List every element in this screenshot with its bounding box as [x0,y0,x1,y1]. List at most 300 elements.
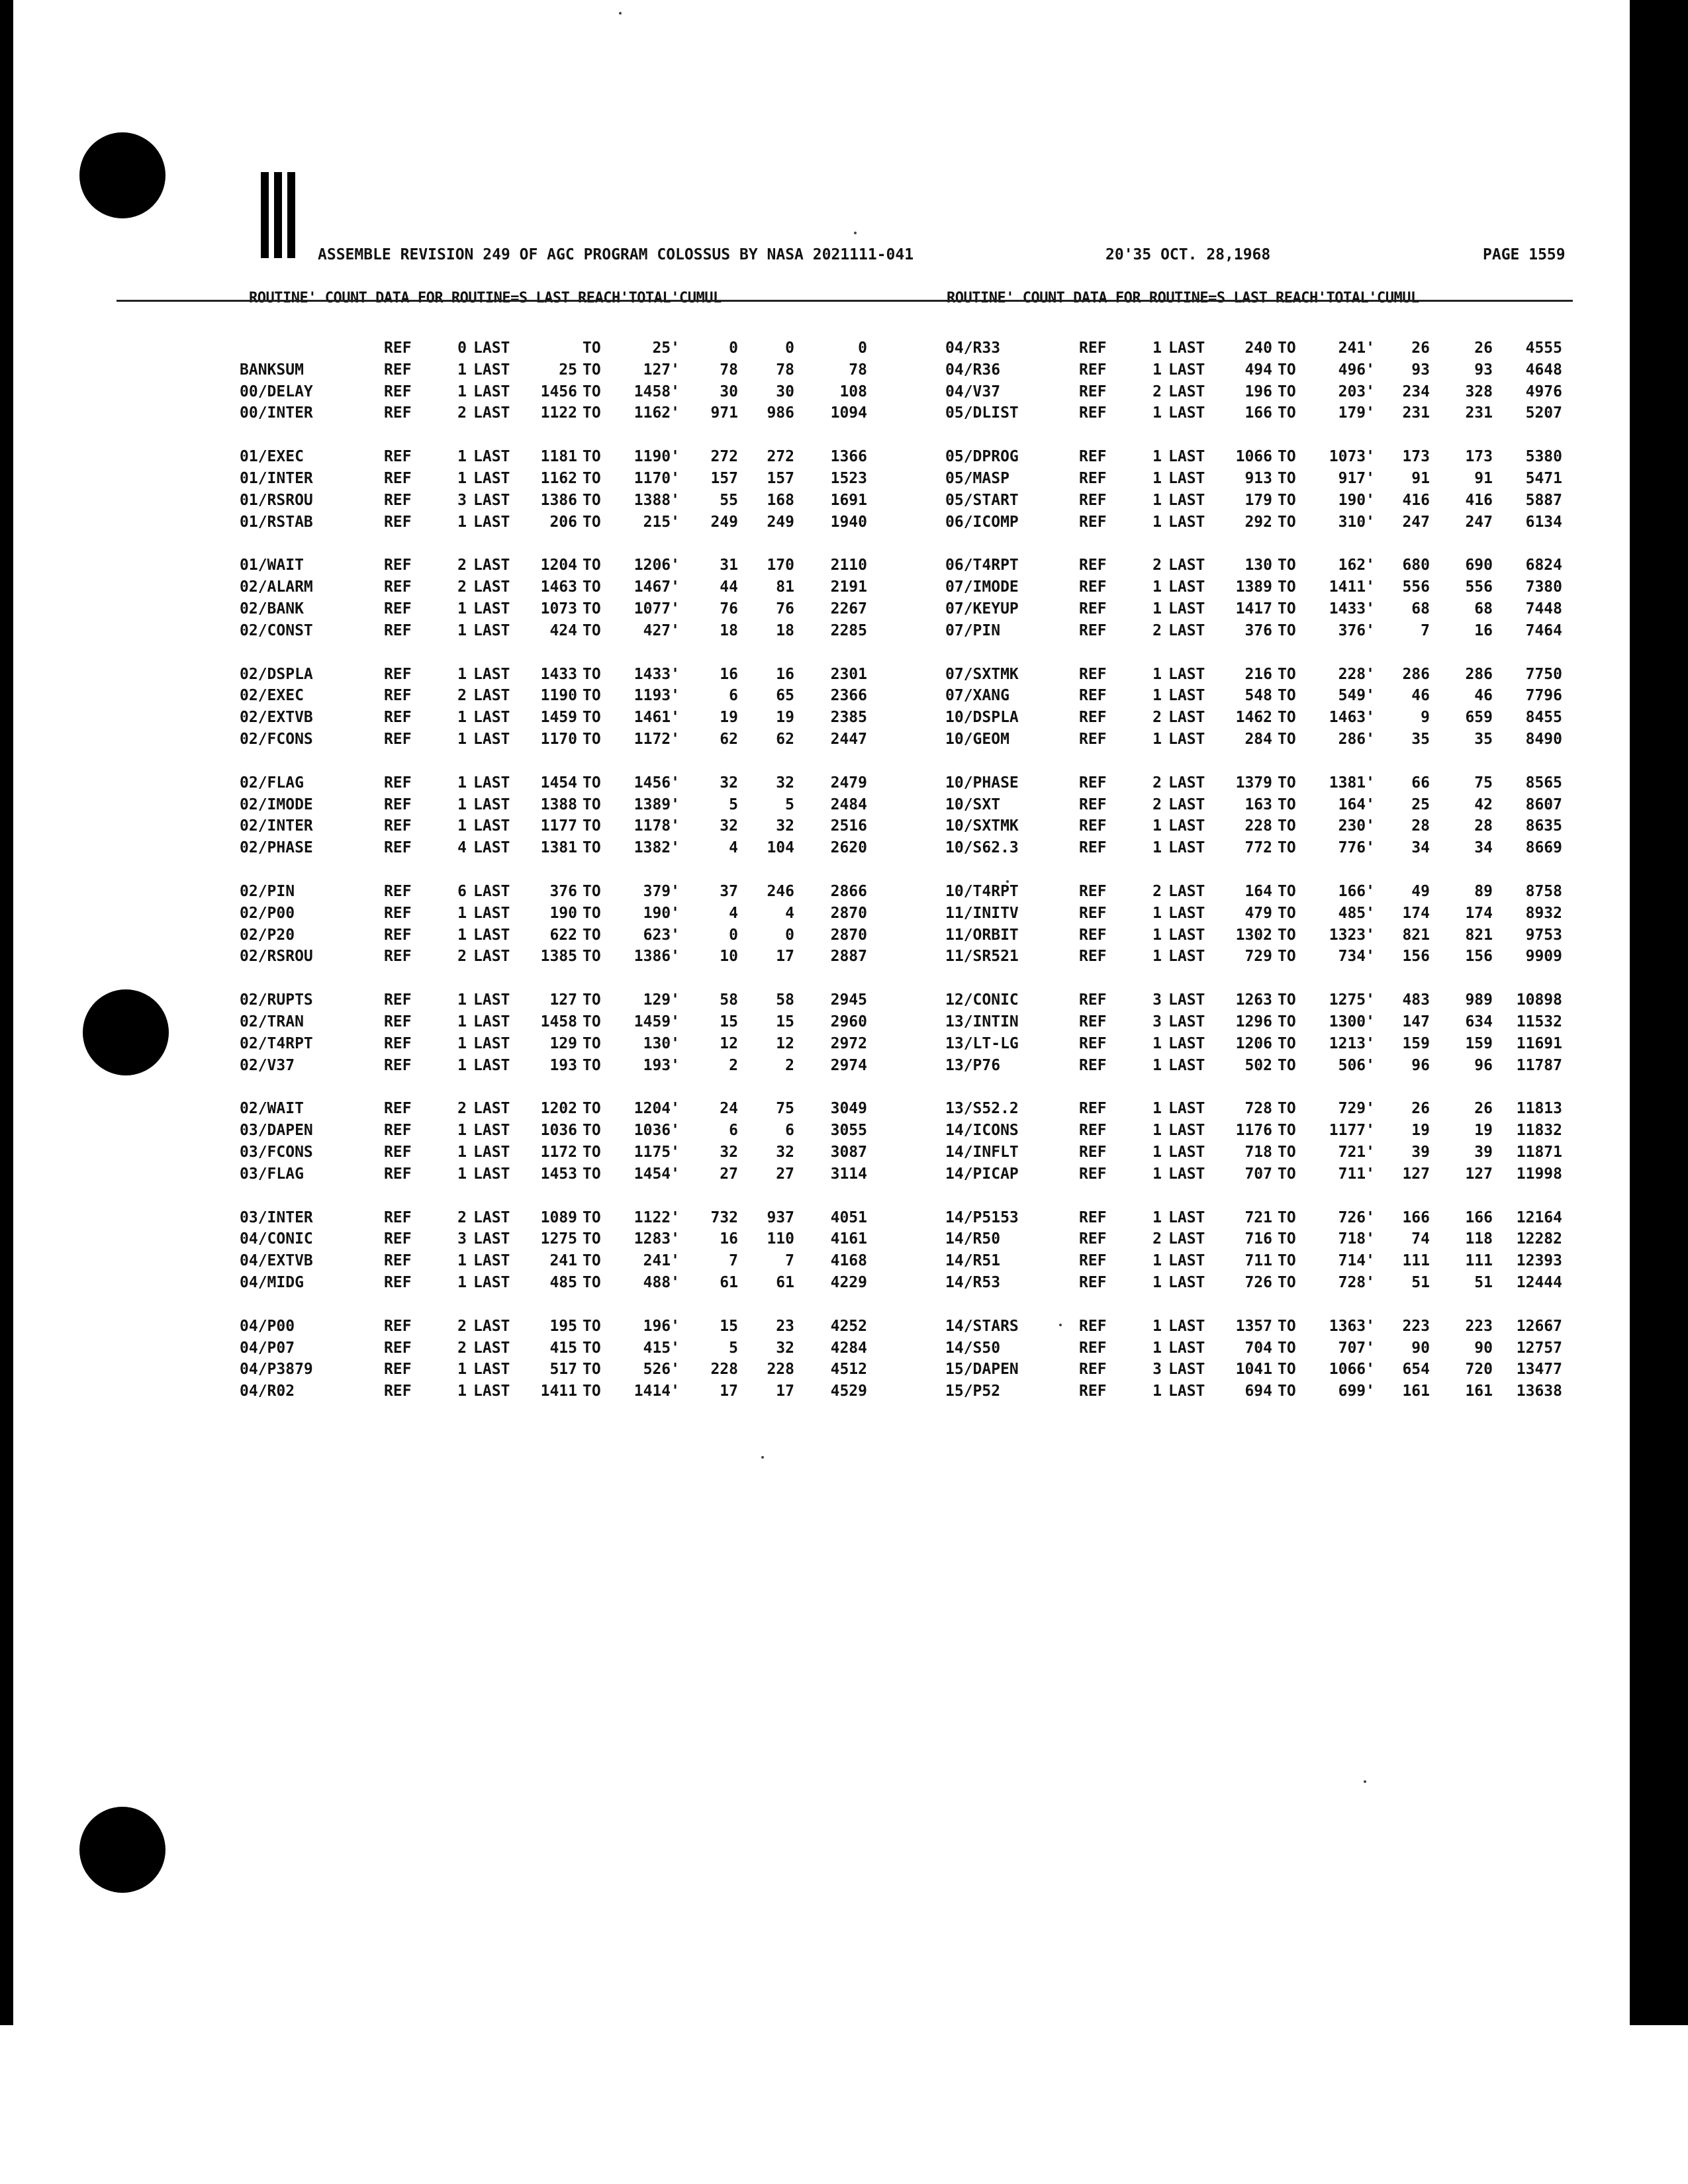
routine-name: 01/RSROU [240,491,313,509]
cumul: 7380 [1525,578,1562,596]
last-label: LAST [473,404,510,422]
cumul: 78 [849,361,867,379]
cumul: 5207 [1525,404,1562,422]
last-label: LAST [473,1383,510,1400]
last-start: 718 [1244,1144,1272,1161]
last-start: 1089 [540,1208,577,1226]
to-label: TO [583,1274,601,1291]
last-label: LAST [1168,1383,1205,1400]
last-end: 196' [643,1317,680,1335]
ref-label: REF [1079,1056,1107,1074]
count: 4 [457,839,467,857]
routine-name: 02/PHASE [240,839,313,857]
cumul: 9909 [1525,948,1562,966]
ref-label: REF [384,1252,412,1270]
reach: 159 [1402,1034,1430,1052]
punch-hole-top [79,132,165,218]
total: 0 [785,926,794,944]
last-label: LAST [1168,340,1205,357]
last-end: 1300' [1329,1013,1375,1030]
cumul: 3087 [830,1144,867,1161]
to-label: TO [1278,948,1296,966]
last-label: LAST [473,491,510,509]
to-label: TO [583,1100,601,1118]
last-end: 1193' [633,687,680,705]
ref-label: REF [1079,796,1107,813]
ref-label: REF [384,817,412,835]
to-label: TO [1278,926,1296,944]
last-label: LAST [1168,1013,1205,1030]
last-start: 479 [1244,904,1272,922]
ref-label: REF [1079,340,1107,357]
last-label: LAST [1168,1230,1205,1248]
last-start: 1122 [540,404,577,422]
reach: 654 [1402,1361,1430,1379]
to-label: TO [1278,340,1296,357]
ref-label: REF [1079,731,1107,748]
count: 1 [1152,1034,1162,1052]
last-end: 728' [1338,1274,1375,1291]
total: 75 [1474,774,1493,792]
ref-label: REF [384,991,412,1009]
to-label: TO [583,1122,601,1140]
cumul: 1366 [830,448,867,466]
ref-label: REF [1079,470,1107,487]
count: 2 [457,1339,467,1357]
last-start: 721 [1244,1208,1272,1226]
ref-label: REF [1079,361,1107,379]
routine-name: 03/FLAG [240,1165,304,1183]
reach: 111 [1402,1252,1430,1270]
reach: 15 [720,1013,738,1030]
last-label: LAST [1168,1317,1205,1335]
cumul: 12393 [1516,1252,1562,1270]
ref-label: REF [384,1208,412,1226]
reach: 234 [1402,383,1430,400]
count: 1 [457,904,467,922]
last-start: 1411 [540,1383,577,1400]
last-start: 1296 [1235,1013,1272,1030]
count: 0 [457,340,467,357]
count: 1 [457,383,467,400]
last-label: LAST [473,1013,510,1030]
to-label: TO [583,1013,601,1030]
last-start: 694 [1244,1383,1272,1400]
ref-label: REF [1079,1317,1107,1335]
routine-name: 05/DLIST [945,404,1019,422]
routine-name: 06/ICOMP [945,513,1019,531]
reach: 4 [729,839,738,857]
total: 91 [1474,470,1493,487]
total: 62 [776,731,794,748]
last-end: 215' [643,513,680,531]
reach: 66 [1411,774,1430,792]
page-number: PAGE 1559 [1483,246,1566,263]
ref-label: REF [384,883,412,900]
to-label: TO [583,1361,601,1379]
total: 15 [776,1013,794,1030]
last-label: LAST [1168,1144,1205,1161]
reach: 161 [1402,1383,1430,1400]
cumul: 5471 [1525,470,1562,487]
routine-name: 02/P20 [240,926,295,944]
last-label: LAST [1168,578,1205,596]
to-label: TO [1278,491,1296,509]
page-datetime: 20'35 OCT. 28,1968 [1105,246,1271,263]
count: 1 [457,1165,467,1183]
last-start: 1388 [540,796,577,813]
ref-label: REF [1079,491,1107,509]
cumul: 2870 [830,926,867,944]
count: 2 [457,948,467,966]
last-start: 166 [1244,404,1272,422]
count: 2 [457,1100,467,1118]
routine-name: 10/SXTMK [945,817,1019,835]
reach: 19 [1411,1122,1430,1140]
routine-name: 04/P3879 [240,1361,313,1379]
last-end: 164' [1338,796,1375,813]
cumul: 6134 [1525,513,1562,531]
to-label: TO [583,340,601,357]
count: 1 [1152,1252,1162,1270]
last-label: LAST [473,1317,510,1335]
last-end: 1170' [633,470,680,487]
count: 1 [1152,1383,1162,1400]
last-start: 1172 [540,1144,577,1161]
total: 166 [1465,1208,1493,1226]
routine-name: 02/EXTVB [240,709,313,727]
to-label: TO [1278,1383,1296,1400]
total: 168 [767,491,794,509]
count: 1 [1152,600,1162,617]
cumul: 2516 [830,817,867,835]
to-label: TO [583,491,601,509]
ref-label: REF [384,404,412,422]
ref-label: REF [384,448,412,466]
routine-name: 11/INITV [945,904,1019,922]
total: 118 [1465,1230,1493,1248]
reach: 46 [1411,687,1430,705]
last-end: 1275' [1329,991,1375,1009]
last-label: LAST [473,600,510,617]
cumul: 2960 [830,1013,867,1030]
ref-label: REF [1079,404,1107,422]
to-label: TO [583,1208,601,1226]
last-start: 284 [1244,731,1272,748]
to-label: TO [1278,1361,1296,1379]
last-start: 711 [1244,1252,1272,1270]
total: 249 [767,513,794,531]
last-label: LAST [473,665,510,683]
last-end: 1073' [1329,448,1375,466]
last-label: LAST [1168,1361,1205,1379]
last-label: LAST [473,578,510,596]
count: 1 [457,1383,467,1400]
routine-name: 10/PHASE [945,774,1019,792]
last-label: LAST [1168,491,1205,509]
reach: 34 [1411,839,1430,857]
count: 2 [1152,883,1162,900]
total: 174 [1465,904,1493,922]
count: 1 [1152,1122,1162,1140]
ref-label: REF [384,709,412,727]
reach: 96 [1411,1056,1430,1074]
last-end: 1122' [633,1208,680,1226]
to-label: TO [1278,731,1296,748]
total: 17 [776,948,794,966]
reach: 556 [1402,578,1430,596]
last-label: LAST [473,1122,510,1140]
last-label: LAST [473,817,510,835]
ref-label: REF [384,1056,412,1074]
count: 1 [1152,340,1162,357]
to-label: TO [583,1383,601,1400]
total: 110 [767,1230,794,1248]
to-label: TO [1278,1208,1296,1226]
to-label: TO [1278,665,1296,683]
ref-label: REF [384,926,412,944]
ref-label: REF [384,513,412,531]
last-start: 216 [1244,665,1272,683]
last-end: 734' [1338,948,1375,966]
ref-label: REF [384,383,412,400]
routine-name: 06/T4RPT [945,557,1019,574]
count: 1 [457,926,467,944]
ref-label: REF [1079,817,1107,835]
last-end: 1459' [633,1013,680,1030]
count: 1 [457,796,467,813]
last-start: 376 [1244,621,1272,639]
reach: 6 [729,1122,738,1140]
total: 246 [767,883,794,900]
to-label: TO [1278,1230,1296,1248]
last-label: LAST [1168,839,1205,857]
last-label: LAST [473,1056,510,1074]
to-label: TO [1278,404,1296,422]
count: 2 [1152,1230,1162,1248]
to-label: TO [1278,1100,1296,1118]
last-end: 1036' [633,1122,680,1140]
count: 2 [457,687,467,705]
cumul: 11998 [1516,1165,1562,1183]
last-end: 549' [1338,687,1375,705]
last-start: 1458 [540,1013,577,1030]
ref-label: REF [1079,883,1107,900]
last-start: 1357 [1235,1317,1272,1335]
last-label: LAST [1168,665,1205,683]
to-label: TO [1278,448,1296,466]
last-end: 1323' [1329,926,1375,944]
routine-name: 01/WAIT [240,557,304,574]
to-label: TO [1278,1252,1296,1270]
ref-label: REF [1079,1100,1107,1118]
total: 720 [1465,1361,1493,1379]
count: 1 [457,513,467,531]
routine-name: 02/ALARM [240,578,313,596]
ref-label: REF [1079,839,1107,857]
last-start: 728 [1244,1100,1272,1118]
to-label: TO [1278,600,1296,617]
total: 634 [1465,1013,1493,1030]
routine-name: 03/FCONS [240,1144,313,1161]
total: 170 [767,557,794,574]
to-label: TO [583,839,601,857]
ref-label: REF [1079,383,1107,400]
last-label: LAST [1168,470,1205,487]
count: 1 [457,448,467,466]
to-label: TO [583,621,601,639]
cumul: 4168 [830,1252,867,1270]
last-label: LAST [473,687,510,705]
total: 821 [1465,926,1493,944]
last-end: 718' [1338,1230,1375,1248]
last-label: LAST [1168,1208,1205,1226]
to-label: TO [1278,1122,1296,1140]
total: 659 [1465,709,1493,727]
last-start: 494 [1244,361,1272,379]
routine-name: 11/SR521 [945,948,1019,966]
last-start: 726 [1244,1274,1272,1291]
count: 1 [457,817,467,835]
total: 157 [767,470,794,487]
last-label: LAST [473,839,510,857]
reach: 58 [720,991,738,1009]
last-start: 376 [549,883,577,900]
last-label: LAST [1168,687,1205,705]
last-start: 196 [1244,383,1272,400]
count: 1 [457,600,467,617]
reach: 30 [720,383,738,400]
to-label: TO [1278,839,1296,857]
ref-label: REF [384,1122,412,1140]
ref-label: REF [384,1317,412,1335]
routine-name: 10/SXT [945,796,1001,813]
last-start: 1066 [1235,448,1272,466]
total: 986 [767,404,794,422]
reach: 16 [720,665,738,683]
cumul: 2974 [830,1056,867,1074]
cumul: 2285 [830,621,867,639]
count: 1 [1152,470,1162,487]
routine-name: 07/KEYUP [945,600,1019,617]
reach: 27 [720,1165,738,1183]
total: 7 [785,1252,794,1270]
last-end: 721' [1338,1144,1375,1161]
total: 32 [776,1144,794,1161]
reach: 35 [1411,731,1430,748]
routine-name: 10/T4RPT [945,883,1019,900]
cumul: 11813 [1516,1100,1562,1118]
last-start: 1302 [1235,926,1272,944]
last-start: 1190 [540,687,577,705]
ref-label: REF [1079,1339,1107,1357]
last-end: 506' [1338,1056,1375,1074]
count: 1 [457,774,467,792]
total: 51 [1474,1274,1493,1291]
routine-name: 00/INTER [240,404,313,422]
total: 247 [1465,513,1493,531]
last-end: 485' [1338,904,1375,922]
last-end: 1162' [633,404,680,422]
reach: 174 [1402,904,1430,922]
count: 1 [457,1056,467,1074]
reach: 732 [710,1208,738,1226]
cumul: 1691 [830,491,867,509]
last-start: 1177 [540,817,577,835]
last-label: LAST [1168,709,1205,727]
last-label: LAST [473,796,510,813]
last-start: 1263 [1235,991,1272,1009]
last-label: LAST [473,1100,510,1118]
routine-name: 02/TRAN [240,1013,304,1030]
reach: 247 [1402,513,1430,531]
last-label: LAST [1168,1165,1205,1183]
reach: 39 [1411,1144,1430,1161]
cumul: 11787 [1516,1056,1562,1074]
reach: 12 [720,1034,738,1052]
ref-label: REF [1079,1383,1107,1400]
last-end: 1204' [633,1100,680,1118]
last-label: LAST [473,1208,510,1226]
to-label: TO [583,1056,601,1074]
ref-label: REF [1079,687,1107,705]
ref-label: REF [384,578,412,596]
last-start: 548 [1244,687,1272,705]
ref-label: REF [384,1100,412,1118]
ref-label: REF [1079,665,1107,683]
to-label: TO [583,1339,601,1357]
cumul: 1940 [830,513,867,531]
total: 17 [776,1383,794,1400]
to-label: TO [1278,1339,1296,1357]
ref-label: REF [1079,1144,1107,1161]
last-label: LAST [1168,1252,1205,1270]
count: 1 [1152,731,1162,748]
routine-name: 04/R02 [240,1383,295,1400]
last-start: 193 [549,1056,577,1074]
ref-label: REF [1079,926,1107,944]
last-end: 496' [1338,361,1375,379]
total: 690 [1465,557,1493,574]
speck [1364,1780,1366,1783]
to-label: TO [1278,774,1296,792]
cumul: 2191 [830,578,867,596]
count: 2 [457,1317,467,1335]
cumul: 4529 [830,1383,867,1400]
last-end: 488' [643,1274,680,1291]
to-label: TO [583,817,601,835]
last-end: 1175' [633,1144,680,1161]
ref-label: REF [384,839,412,857]
total: 156 [1465,948,1493,966]
ref-label: REF [384,665,412,683]
to-label: TO [583,1144,601,1161]
cumul: 11832 [1516,1122,1562,1140]
last-start: 1041 [1235,1361,1272,1379]
total: 19 [1474,1122,1493,1140]
last-start: 1453 [540,1165,577,1183]
cumul: 2945 [830,991,867,1009]
cumul: 2620 [830,839,867,857]
to-label: TO [1278,1056,1296,1074]
last-label: LAST [473,557,510,574]
reach: 7 [729,1252,738,1270]
count: 2 [457,578,467,596]
last-end: 25' [652,340,680,357]
to-label: TO [583,948,601,966]
last-end: 526' [643,1361,680,1379]
routine-name: 13/LT-LG [945,1034,1019,1052]
